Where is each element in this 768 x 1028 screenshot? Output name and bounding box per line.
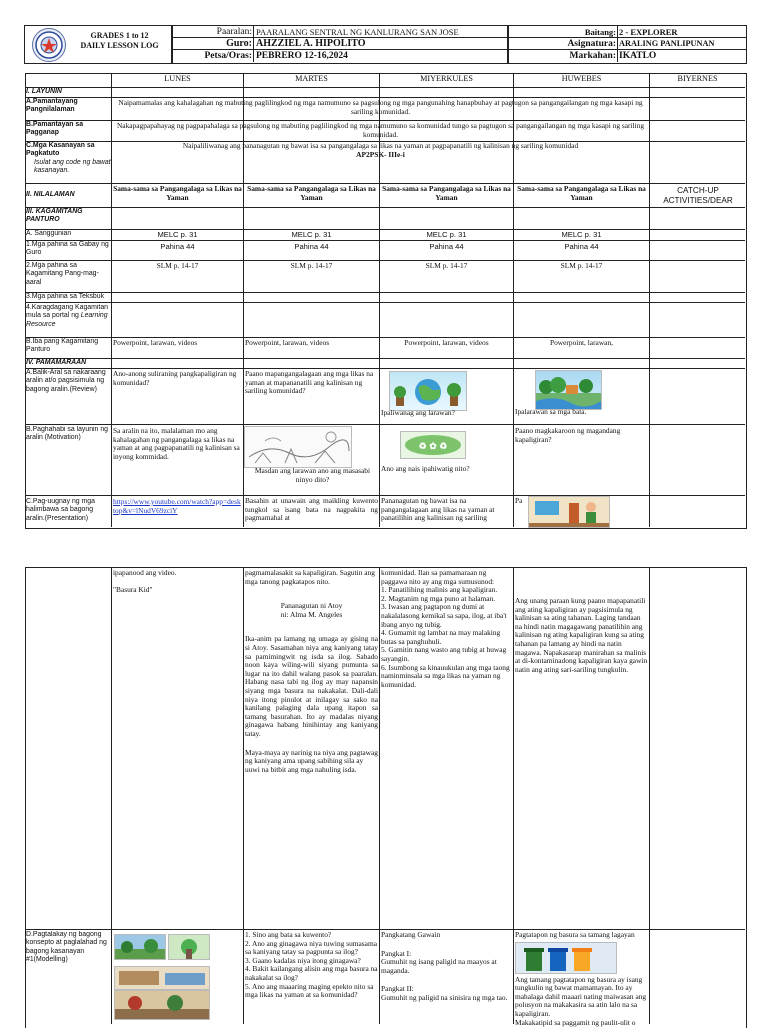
label-kagamitang-pang-mag: 2.Mga pahina sa Kagamitang Pang-mag-aaral xyxy=(26,262,99,286)
classroom-illustration xyxy=(528,496,610,528)
p2-martes xyxy=(245,569,378,774)
presentation-huwebes: Pa xyxy=(515,497,523,505)
slm-lunes: SLM p. 14-17 xyxy=(156,262,199,270)
nilalaman-miyerkules: Sama-sama sa Pangangalaga sa Likas na Yaman xyxy=(382,185,511,202)
label-learning-resource: Learning Resource xyxy=(26,312,108,328)
group-1-label: Pangkat I: xyxy=(381,948,412,958)
label-karagdagang xyxy=(26,304,111,329)
group-2-text: Gumuhit ng paligid na sinisira ng mga tao. xyxy=(381,992,508,1002)
day-header-miyerkules: MIYERKULES xyxy=(420,74,473,83)
label-paghahabi: B.Paghahabi sa layunin ng aralin (Motivation) xyxy=(26,426,108,442)
review-huwebes: Ipalarawan sa mga bata. xyxy=(515,408,587,416)
section-layunin: I. LAYUNIN xyxy=(26,88,62,95)
section-pamamaraan: IV. PAMAMARAAN xyxy=(26,359,87,366)
label-pagtalakay: D.Pagtalakay ng bagong konsepto at paglalahad ng bagong kasanayan #1(Modelling) xyxy=(26,931,107,964)
kasanayan-code: AP2PSK- IIIe-i xyxy=(356,149,405,159)
waste-disposal-text: Ang tamang pagtatapon ng basura ay isang tungkulin ng bawat mamamayan. Ito ay mahalaga dahil maaari nating maiwasan ang polusyon na makakasira sa atin lalo na sa kapaligiran. xyxy=(515,974,647,1018)
question-item: 5. Ano ang maaaring maging epekto nito sa mga likas na yaman at sa komunidad? xyxy=(245,981,374,1000)
label-gabay: 1.Mga pahina sa Gabay ng Guro xyxy=(26,241,109,257)
pamantayang-text: Naipamamalas ang kahalagahan ng mabuting paglilingkod ng mga namumuno sa pagsulong ng mga pangunahing hanapbuhay at pagtugon sa pangangailangan ng mga kasapi ng sariling komunidad. xyxy=(118,99,643,116)
modelling-miyerkules xyxy=(381,931,512,1003)
pahina-martes: Pahina 44 xyxy=(294,242,329,251)
svg-text:♻ ✿ ♻: ♻ ✿ ♻ xyxy=(418,441,448,451)
slm-huwebes: SLM p. 14-17 xyxy=(560,262,603,270)
day-header-lunes: LUNES xyxy=(164,74,191,83)
markahan-label: Markahan: xyxy=(569,51,616,61)
guro-label: Guro: xyxy=(226,38,252,49)
waste-disposal-text-2: Makakatipid sa paggamit ng paulit-ulit o xyxy=(515,1017,636,1027)
melc-huwebes: MELC p. 31 xyxy=(561,230,602,239)
nilalaman-huwebes: Sama-sama sa Pangangalaga sa Likas na Yaman xyxy=(517,185,646,202)
question-item: 3. Gaano kadalas niya itong ginagawa? xyxy=(245,955,361,965)
label-pamantayang: A.Pamantayang Pangnilalaman xyxy=(26,98,78,114)
p2-miy-list-item: 5. Gamitin nang wasto ang tubig at huwag sayangin. xyxy=(381,645,507,663)
grades-label: GRADES 1 to 12 xyxy=(90,31,149,40)
section-kagamitang: III. KAGAMITANG PANTURO xyxy=(26,208,83,224)
story-title: Pananagutan ni Atoy xyxy=(280,601,343,611)
paaralan-label: Paaralan: xyxy=(216,27,252,37)
p2-miyerkules xyxy=(381,569,512,689)
asignatura-label: Asignatura: xyxy=(567,39,616,49)
motivation-lunes: Sa aralin na ito, malalaman mo ang kahalagahan ng pangangalaga sa likas na yaman at ang pagpapanatili ng kalinisan sa inyong kommidad. xyxy=(113,427,240,461)
pahina-lunes: Pahina 44 xyxy=(160,242,195,251)
label-kasanayan-sub: Isulat ang code ng bawat kasanayan. xyxy=(34,158,111,175)
motivation-martes: Masdan ang larawan ano ang masasabi ninyo dito? xyxy=(254,467,371,484)
paaralan-value: PAARALANG SENTRAL NG KANLURANG SAN JOSE xyxy=(256,27,459,37)
environment-logo-illustration xyxy=(400,431,466,459)
lesson-image-3 xyxy=(114,966,210,990)
lesson-image-4 xyxy=(114,990,210,1020)
slm-miyerkules: SLM p. 14-17 xyxy=(425,262,468,270)
sketch-illustration xyxy=(244,426,352,468)
p2-lunes-line1: ipapanood ang video. xyxy=(113,569,177,577)
story-paragraph-2: Maya-maya ay narinig na niya ang pagtawag ng kaniyang ama upang sabihing sila ay uuwi na bitbit ang mga nahuling isda. xyxy=(245,747,378,774)
pahina-miyerkules: Pahina 44 xyxy=(429,242,464,251)
baitang-label: Baitang: xyxy=(584,27,616,37)
guro-value: AHZZIEL A. HIPOLITO xyxy=(256,38,366,49)
p2-miy-list-item: 2. Magtanim ng mga puno at halaman. xyxy=(381,593,496,603)
slm-martes: SLM p. 14-17 xyxy=(290,262,333,270)
p2-lunes xyxy=(113,569,242,594)
p2-miy-list-item: 6. Isumbong sa kinauukulan ang mga taong naminminsala sa mga likas na yaman ng komunidad. xyxy=(381,662,510,689)
label-kasanayan xyxy=(26,142,111,176)
presentation-miyerkules: Pananagutan ng bawat isa na pangangalagaan ang likas na yaman at panatilihin ang kalinisan ng sariling xyxy=(381,497,495,523)
p2-miy-list-item: 3. Iwasan ang pagtapon ng dumi at nakalalasong kemikal sa sapa, ilog, at iba't ibang anyo ng tubig. xyxy=(381,602,507,629)
iba-pang-huwebes: Powerpoint, larawan, xyxy=(549,339,613,347)
label-kasanayan-title: C.Mga Kasanayan sa Pagkatuto xyxy=(26,142,95,158)
group-activity-title: Pangkatang Gawain xyxy=(381,931,441,939)
pahina-huwebes: Pahina 44 xyxy=(564,242,599,251)
label-sanggunian: A. Sanggunian xyxy=(26,230,72,237)
day-header-huwebes: HUWEBES xyxy=(561,74,602,83)
p2-huwebes: Ang unang paraan kung paano mapapanatili ang ating kapaligiran ay pagsisimula ng kalinisan sa ating tahanan. Laging tandaan na hindi natin magagawang panatilihin ang kalinisan ng ating kapaligiran kung sa ating tahanan pa lamang ay hindi na natin magawa. Napakasarap manirahan sa malinis at di-kontaminadong kapaligiran kaya gawin natin ang ating sari-sariling tungkulin. xyxy=(515,597,648,674)
kasanayan-cell xyxy=(113,142,648,159)
p2-miy-list-item: 1. Panatilihing malinis ang kapaligiran. xyxy=(381,585,498,595)
presentation-martes: Basahin at unawain ang maikling kuwento tungkol sa isang bata na nagpakita ng pagmamahal at xyxy=(245,497,378,523)
melc-martes: MELC p. 31 xyxy=(291,230,332,239)
day-header-martes: MARTES xyxy=(295,74,328,83)
iba-pang-martes: Powerpoint, larawan, videos xyxy=(245,339,330,347)
story-author: ni: Alma M. Angeles xyxy=(280,609,343,619)
label-iba-pang: B.Iba pang Kagamitang Panturo xyxy=(26,338,99,354)
section-nilalaman: II. NILALAMAN xyxy=(26,191,75,198)
label-karagdagang-text: 4.Karagdagang Kagamitan mula sa portal ng xyxy=(26,304,108,320)
label-pamantayan-pagganap: B.Pamantayan sa Pagganap xyxy=(26,121,84,137)
melc-lunes: MELC p. 31 xyxy=(157,230,198,239)
lesson-image-2 xyxy=(168,934,210,960)
catch-up-activities: CATCH-UP ACTIVITIES/DEAR xyxy=(663,186,733,205)
day-header-biyernes: BIYERNES xyxy=(677,74,718,83)
modelling-huwebes xyxy=(515,931,648,1027)
youtube-video-link[interactable]: https://www.youtube.com/watch?app=desktop&v=lNudV69zciY xyxy=(113,498,241,515)
question-item: 4. Bakit kailangang alisin ang mga basura na nakakalat sa ilog? xyxy=(245,964,378,982)
lesson-image-1 xyxy=(114,934,166,960)
label-balik-aral: A.Balik-Aral sa nakaraang aralin at/o pagsisimula ng bagong aralin.(Review) xyxy=(26,369,106,393)
p2-miy-list-item: 4. Gumamit ng lambat na may malaking butas sa panghuhuli. xyxy=(381,628,501,646)
group-2-label: Pangkat II: xyxy=(381,984,414,994)
review-lunes: Ano-anong suliraning pangkapaligiran ng komunidad? xyxy=(113,370,237,387)
story-paragraph-1: Ika-anim pa lamang ng umaga ay gising na si Atoy. Sasamahan niya ang kaniyang tatay sa pamimingwit ng isda sa ilog. Sabado noon kaya wiling-wili siyang pumunta sa lugar na ito dahil walang pasok sa paaralan. Habang nasa tabi ng ilog ay may napansin siyang mga basura na nakakalat. Dali-dali niya itong pinulot at inilagay sa sako na kanilang palaging dala upang itapon sa tamang basurahan. Ito ay madalas niyang ginagawa habang hinihintay ang kaniyang tatay. xyxy=(245,634,378,738)
markahan-value: IKATLO xyxy=(619,51,657,61)
label-teksbuk: 3.Mga pahina sa Teksbuk xyxy=(26,293,105,300)
iba-pang-miyerkules: Powerpoint, larawan, videos xyxy=(404,339,489,347)
petsa-label: Petsa/Oras: xyxy=(204,51,252,61)
melc-miyerkules: MELC p. 31 xyxy=(426,230,467,239)
p2-lunes-title: "Basura Kid" xyxy=(113,584,153,594)
review-martes: Paano mapangangalagaan ang mga likas na yaman at mapananatili ang kalinisan ng sariling komunidad? xyxy=(245,370,374,396)
review-miyerkules: Ipaliwanag ang larawan? xyxy=(381,409,455,417)
label-pag-uugnay: C.Pag-uugnay ng mga halimbawa sa bagong aralin.(Presentation) xyxy=(26,498,95,522)
waste-bins-illustration xyxy=(515,942,617,974)
question-item: 1. Sino ang bata sa kuwento? xyxy=(245,931,332,939)
waste-disposal-title: Pagtatapon ng basura sa tamang lagayan xyxy=(515,931,635,939)
group-1-text: Gumuhit ng isang paligid na maayos at maganda. xyxy=(381,957,497,975)
daily-lesson-log-label: DAILY LESSON LOG xyxy=(80,41,159,50)
log-title xyxy=(72,31,167,51)
p2-miy-intro: komunidad. Ilan sa pamamaraan ng paggawa nito ay ang mga sumusunod: xyxy=(381,569,495,586)
iba-pang-lunes: Powerpoint, larawan, videos xyxy=(113,339,198,347)
deped-seal-icon xyxy=(32,28,66,62)
motivation-huwebes: Paano magkakaroon ng magandang kapaligiran? xyxy=(515,427,621,444)
petsa-value: PEBRERO 12-16,2024 xyxy=(256,51,348,61)
pagganap-text: Nakapagpapahayag ng pagpapahalaga sa pagsulong ng mabuting paglilingkod ng mga namumuno sa komunidad tungo sa pagtugon sa pangangailangan ng mga kasapi ng sariling komunidad. xyxy=(116,122,645,139)
asignatura-value: ARALING PANLIPUNAN xyxy=(619,39,715,48)
nilalaman-martes: Sama-sama sa Pangangalaga sa Likas na Yaman xyxy=(247,185,376,202)
question-item: 2. Ano ang ginagawa niya tuwing sumasama sa kaniyang tatay sa pagpunta sa ilog? xyxy=(245,938,377,957)
modelling-martes xyxy=(245,931,378,1000)
kasanayan-text: Naipaliliwanag ang pananagutan ng bawat isa sa pangangalaga sa likas na yaman at pagpapanatili ng kalinisan ng sariling komunidad xyxy=(182,142,579,150)
presentation-lunes xyxy=(113,498,242,515)
p2-martes-intro: pagmamalasakit sa kapaligiran. Sagutin ang mga tanong pagkatapos nito. xyxy=(245,569,375,586)
nilalaman-lunes: Sama-sama sa Pangangalaga sa Likas na Yaman xyxy=(113,185,242,202)
river-forest-illustration xyxy=(535,370,602,410)
baitang-value: 2 - EXPLORER xyxy=(619,27,678,37)
earth-care-illustration xyxy=(389,371,467,411)
motivation-miyerkules: Ano ang nais ipahiwatig nito? xyxy=(381,465,470,473)
